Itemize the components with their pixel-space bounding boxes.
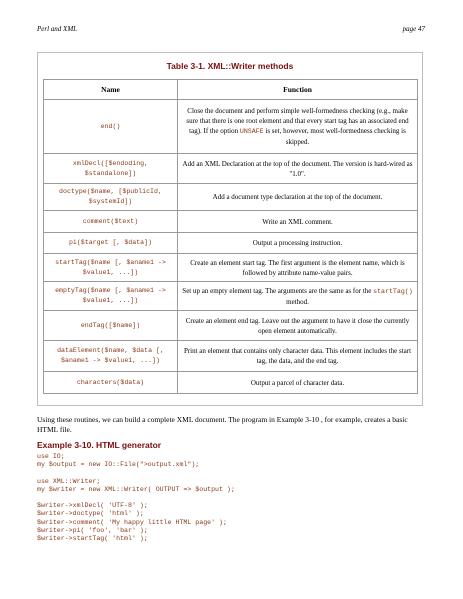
code-line: $writer->xmlDecl( 'UTF-8' ); — [37, 502, 148, 510]
method-description — [178, 100, 418, 154]
table-row — [44, 282, 418, 311]
method-description — [178, 184, 418, 211]
inline-code: startTag() — [373, 287, 413, 295]
description-text: Output a processing instruction. — [252, 239, 343, 247]
code-listing — [37, 453, 235, 543]
method-name-line: dataElement($name, $data [, — [57, 347, 164, 354]
table-row — [44, 154, 418, 184]
method-description — [178, 372, 418, 394]
method-description — [178, 233, 418, 254]
table-row — [44, 184, 418, 211]
method-name-line: comment($text) — [82, 217, 139, 225]
table-row — [44, 341, 418, 372]
method-name-line: end() — [100, 122, 121, 130]
method-name-line: endTag([$name]) — [80, 321, 141, 329]
table-title: Table 3-1. XML::Writer methods — [166, 61, 294, 71]
method-name-line: emptyTag($name [, $aname1 -> — [55, 287, 166, 294]
table-row — [44, 100, 418, 154]
table-row — [44, 372, 418, 394]
table-row — [44, 211, 418, 233]
code-line: use XML::Writer; — [37, 477, 101, 485]
example-title: Example 3-10. HTML generator — [37, 440, 162, 450]
table-row — [44, 254, 418, 282]
description-text: Add a document type declaration at the top of the document. — [212, 193, 383, 201]
code-line: use IO; — [37, 453, 65, 460]
code-line: $writer->doctype( 'html' ); — [37, 510, 144, 518]
method-name-line: startTag($name [, $aname1 -> — [55, 258, 166, 266]
column-header-function: Function — [178, 80, 418, 100]
methods-table — [43, 79, 418, 394]
description-text: Print an element that contains only character data. This element includes the start tag, the data, and the end tag. — [183, 347, 412, 365]
method-name — [44, 154, 178, 184]
method-name — [44, 254, 178, 282]
method-name-line: pi($target [, $data]) — [68, 239, 153, 246]
method-name-line: $value1, ...]) — [82, 297, 139, 304]
description-text: Set up an empty element tag. The arguments are the same as for the — [182, 286, 374, 295]
description-text: Add an XML Declaration at the top of the document. The version is hard-wired as "1.0". — [182, 159, 413, 178]
table-frame — [37, 52, 423, 406]
table-header-row — [44, 80, 418, 100]
code-line — [37, 494, 235, 502]
method-name — [44, 184, 178, 211]
method-name — [44, 372, 178, 394]
inline-code: UNSAFE — [239, 128, 264, 135]
method-description — [178, 254, 418, 282]
column-header-name: Name — [44, 80, 178, 100]
method-description — [178, 211, 418, 233]
description-text: Write an XML comment. — [262, 217, 333, 226]
description-text: method. — [286, 297, 309, 306]
method-description — [178, 341, 418, 372]
method-name — [44, 341, 178, 372]
table-row — [44, 233, 418, 254]
code-line: $writer->pi( 'foo', 'bar' ); — [37, 526, 148, 534]
running-header-title: Perl and XML — [37, 25, 78, 33]
description-text: Output a parcel of character data. — [250, 378, 345, 387]
method-name — [44, 233, 178, 254]
description-text: Create an element start tag. The first argument is the element name, which is followed by attribute name-value pairs. — [190, 258, 405, 277]
code-line: $writer->startTag( 'html' ); — [37, 534, 148, 542]
method-name-line: $standalone]) — [84, 169, 137, 177]
code-line: my $output = new IO::File(">output.xml"); — [37, 461, 200, 469]
method-description — [178, 282, 418, 311]
description-text: Close the document and perform simple well-formedness checking (e.g., make sure that there is one root element and that every start tag has an associated end tag). If the option — [186, 107, 409, 135]
code-line: my $writer = new XML::Writer( OUTPUT => $output ); — [37, 485, 235, 493]
code-line — [37, 469, 235, 477]
method-name — [44, 211, 178, 233]
method-name — [44, 100, 178, 154]
method-description — [178, 311, 418, 341]
page-number: page 47 — [402, 25, 425, 33]
description-text: Create an element end tag. Leave out the argument to have it close the currently open element automatically. — [185, 316, 410, 335]
body-paragraph: Using these routines, we can build a complete XML document. The program in Example 3-10 , for example, creates a basic HTML file. — [37, 415, 408, 434]
method-name-line: characters($data) — [76, 378, 145, 386]
method-name-line: doctype($name, [$publicId, — [59, 188, 162, 195]
description-text: is set, however, most well-formedness checking is skipped. — [263, 127, 406, 146]
code-line: $writer->comment( 'My happy little HTML page' ); — [37, 518, 227, 526]
table-row — [44, 311, 418, 341]
method-description — [178, 154, 418, 184]
method-name-line: xmlDecl([$endoding, — [72, 159, 149, 167]
method-name — [44, 311, 178, 341]
method-name-line: $systemId]) — [88, 198, 133, 205]
method-name — [44, 282, 178, 311]
method-name-line: $aname1 -> $value1, ...]) — [61, 357, 160, 364]
method-name-line: $value1, ...]) — [82, 268, 139, 276]
